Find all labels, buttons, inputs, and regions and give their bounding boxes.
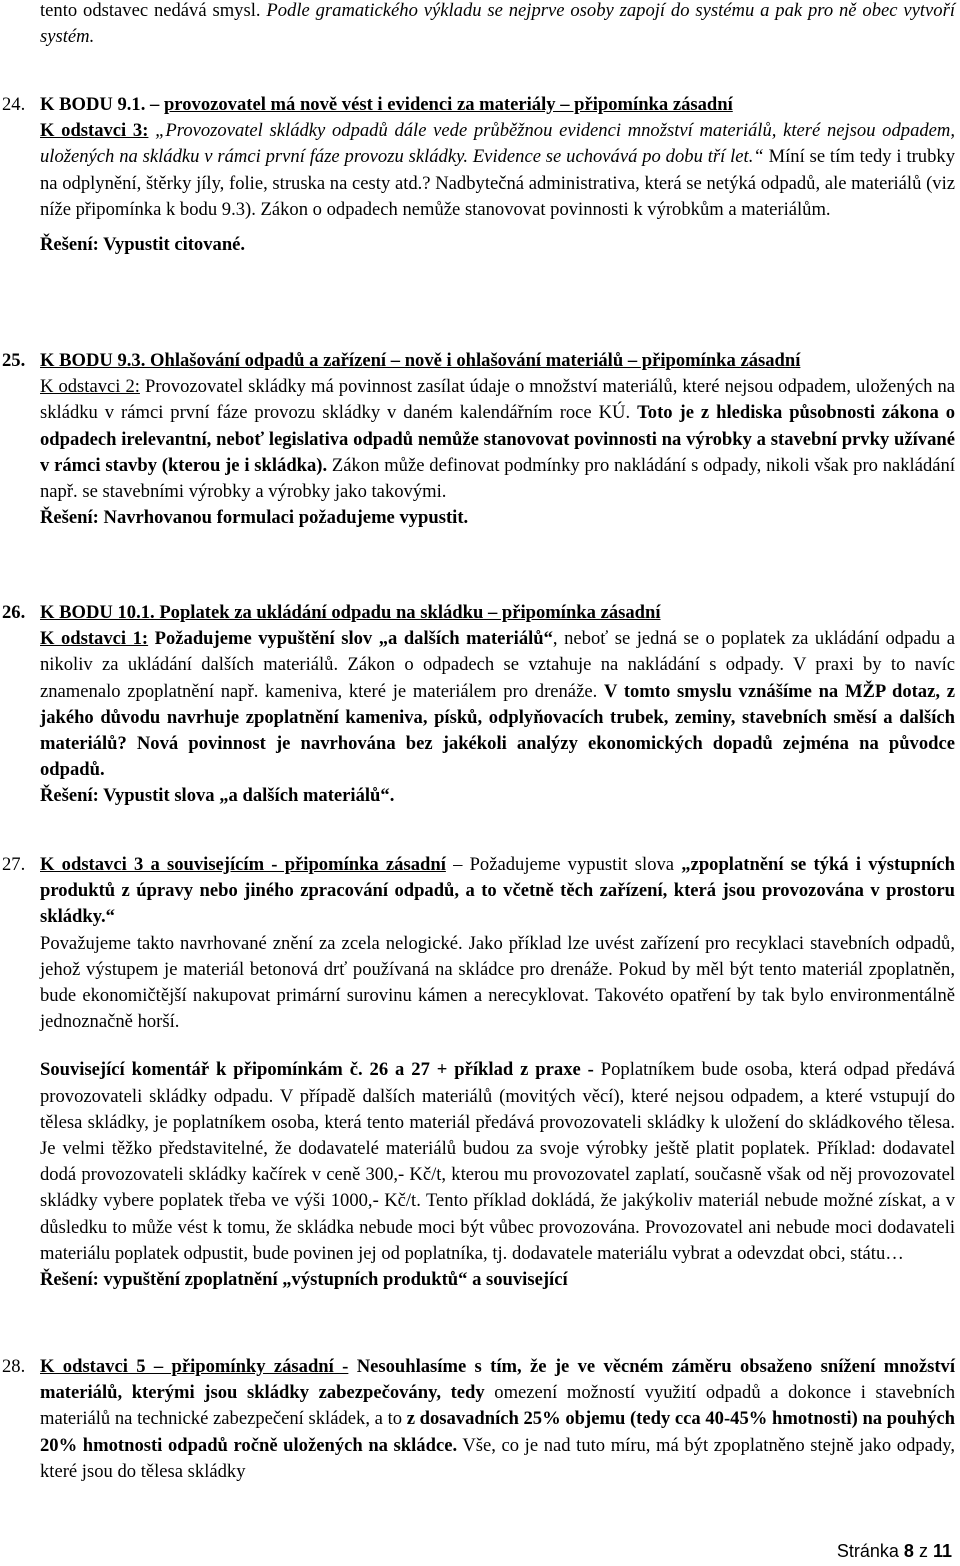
item-24-lead: K odstavci 3: xyxy=(40,120,149,142)
item-28 xyxy=(40,1354,955,1485)
item-24-heading-prefix: K BODU 9.1. – xyxy=(40,94,164,115)
item-25-number: 25. xyxy=(2,350,26,371)
intro-paragraph xyxy=(40,0,955,50)
footer-current-page: 8 xyxy=(903,1541,914,1561)
item-26-body xyxy=(40,626,955,783)
item-27-related-text: Poplatníkem bude osoba, která odpad předává provozovateli skládky odpadu. V případě dalších materiálů (movitých věcí), které nejsou odpadem, a které vstupují do tělesa skládky, je poplatníkem osoba, která tento materiál předává provozovateli skládky k uložení do skládkového tělesa. Je velmi těžko představitelné, že dodavatelé materiálů budou za svoje výrobky ještě platit poplatek. Příklad: dodavatel dodá provozovateli skládky kačírek v ceně 300,- Kč/t, kterou mu provozovatel zaplatí, současně však od něj provozovatel skládky vybere poplatek třeba ve výši 1000,- Kč/t. Tento příklad dokládá, že jakýkoliv materiál nebude možné získat, a v důsledku to může vést k tomu, že skládka nebude moci být vůbec provozována. Provozovatel ani nebude moci dodavateli materiálu poplatek odpustit, bude povinen jej od poplatníka, tj. dodavatele materiálu vybrat a odevzdat obci, státu… xyxy=(40,1059,955,1264)
item-27-number: 27. xyxy=(2,854,26,875)
item-27-bold: „zpoplatnění se týká i výstupních produktů z úpravy nebo jiného zpracování odpadů, a to včetně těch zařízení, která jsou provozována v prostoru skládky.“ xyxy=(40,854,955,928)
item-27-related xyxy=(40,1057,955,1267)
item-28-heading: K odstavci 5 – připomínky zásadní - xyxy=(40,1356,349,1377)
item-25-solution: Řešení: Navrhovanou formulaci požadujeme vypustit. xyxy=(40,507,469,529)
item-26-lead-bold: Požadujeme vypuštění slov „a dalších materiálů“ xyxy=(148,628,553,650)
item-25-bold: Toto je z hlediska působnosti zákona o odpadech irelevantní, neboť legislativa odpadů nemůže stanovovat povinnosti na výrobky a stavební prvky užívané v rámci stavby (kterou je i skládka). xyxy=(40,402,955,476)
item-24-quote: „Provozovatel skládky odpadů dále vede průběžnou evidenci množství materiálů, které nejsou odpadem, uložených na skládku v rámci první fáze provozu skládky. Evidence se uchovává po dobu tří let.“ xyxy=(40,120,955,168)
item-24-heading xyxy=(40,92,955,118)
item-26 xyxy=(40,600,955,810)
item-28-text2: Vše, co je nad tuto míru, má být zpoplatněno stejně jako odpady, které jsou do tělesa skládky xyxy=(40,1434,955,1482)
item-24-text: Míní se tím tedy i trubky na odplynění, štěrky jíly, folie, struska na cesty atd.? Nadbytečná administrativa, která se netýká odpadů, ale materiálů (viz níže připomínka k bodu 9.3). Zákon o odpadech nemůže stanovovat povinnosti k výrobkům a materiálům. xyxy=(40,146,955,220)
item-25 xyxy=(40,348,955,531)
item-26-solution: Řešení: Vypustit slova „a dalších materiálů“. xyxy=(40,785,395,807)
item-25-tail: Zákon může definovat podmínky pro nakládání s odpady, nikoli však pro nakládání např. se stavebními výrobky a výrobky jako takovými. xyxy=(40,454,955,503)
intro-italic: Podle gramatického výkladu se nejprve osoby zapojí do systému a pak pro ně obec vytvoří systém. xyxy=(40,0,955,48)
intro-text: tento odstavec nedává smysl. xyxy=(40,0,267,21)
item-28-number: 28. xyxy=(2,1356,26,1377)
item-25-lead: K odstavci 2: xyxy=(40,376,140,398)
item-24-solution: Řešení: Vypustit citované. xyxy=(40,234,246,256)
item-28-body xyxy=(40,1354,955,1485)
page-footer xyxy=(837,1540,952,1562)
item-25-body xyxy=(40,374,955,505)
item-26-heading: K BODU 10.1. Poplatek za ukládání odpadu na skládku – připomínka zásadní xyxy=(40,602,661,623)
item-26-number: 26. xyxy=(2,602,26,623)
item-26-bold: V tomto smyslu vznášíme na MŽP dotaz, z jakého důvodu navrhuje zpoplatnění kameniva, písků, odplyňovacích trubek, zeminy, stavebních směsí a dalších materiálů? Nová povinnost je navrhována bez jakékoli analýzy ekonomických dopadů zejména na původce odpadů. xyxy=(40,680,956,781)
footer-total-pages: 11 xyxy=(932,1541,952,1561)
item-27-para1 xyxy=(40,852,955,931)
footer-label: Stránka xyxy=(836,1541,899,1561)
item-26-lead: K odstavci 1: xyxy=(40,628,149,650)
item-24-body xyxy=(40,118,955,223)
item-25-text: Provozovatel skládky má povinnost zasílat údaje o množství materiálů, které nejsou odpadem, uložených na skládku v rámci první fáze provozu skládky v daném kalendářním roce KÚ. xyxy=(40,376,955,424)
item-27-dash: – Požadujeme vypustit slova xyxy=(445,854,682,875)
item-25-heading: K BODU 9.3. Ohlašování odpadů a zařízení – nově i ohlašování materiálů – připomínka zásadní xyxy=(40,350,801,371)
footer-separator: z xyxy=(918,1541,928,1561)
item-27-para2: Považujeme takto navrhované znění za zcela nelogické. Jako příklad lze uvést zařízení pro recyklaci stavebních odpadů, jehož výstupem je materiál betonová drť používaná na skládce pro drenáže. Pokud by měl být tento materiál zpoplatněn, bude ekonomičtější nakupovat primární surovinu kámen a nerecyklovat. Takovéto opatření by tak bylo environmentálně jednoznačně horší. xyxy=(40,932,955,1033)
item-28-bold2: z dosavadních 25% objemu (tedy cca 40-45% hmotnosti) na pouhých 20% hmotnosti odpadů ročně uložených na skládce. xyxy=(40,1408,955,1456)
item-27-solution: Řešení: vypuštění zpoplatnění „výstupních produktů“ a související xyxy=(40,1269,568,1291)
item-27-heading: K odstavci 3 a souvisejícím - připomínka zásadní xyxy=(40,854,446,875)
item-27-related-bold: Související komentář k připomínkám č. 26 a 27 + příklad z praxe - xyxy=(40,1059,594,1081)
item-27 xyxy=(40,852,955,1293)
item-24-heading-rest: provozovatel má nově vést i evidenci za materiály – připomínka zásadní xyxy=(163,94,733,115)
item-24 xyxy=(40,92,955,258)
item-24-number: 24. xyxy=(2,94,26,115)
item-28-bold1: Nesouhlasíme s tím, že je ve věcném záměru obsaženo snížení množství materiálů, kterými jsou skládky zabezpečovány, tedy xyxy=(40,1356,955,1404)
item-26-text: , neboť se jedná se o poplatek za ukládání odpadu a nikoliv za ukládání dalších materiálů. Zákon o odpadech se vztahuje na nakládání s odpady. V praxi by to navíc znamenalo zpoplatnění např. kameniva, které je materiálem pro drenáže. xyxy=(40,628,955,702)
item-28-text1: omezení možností využití odpadů a dokonce i stavebních materiálů na technické zabezpečení skládek, a to xyxy=(40,1382,955,1430)
